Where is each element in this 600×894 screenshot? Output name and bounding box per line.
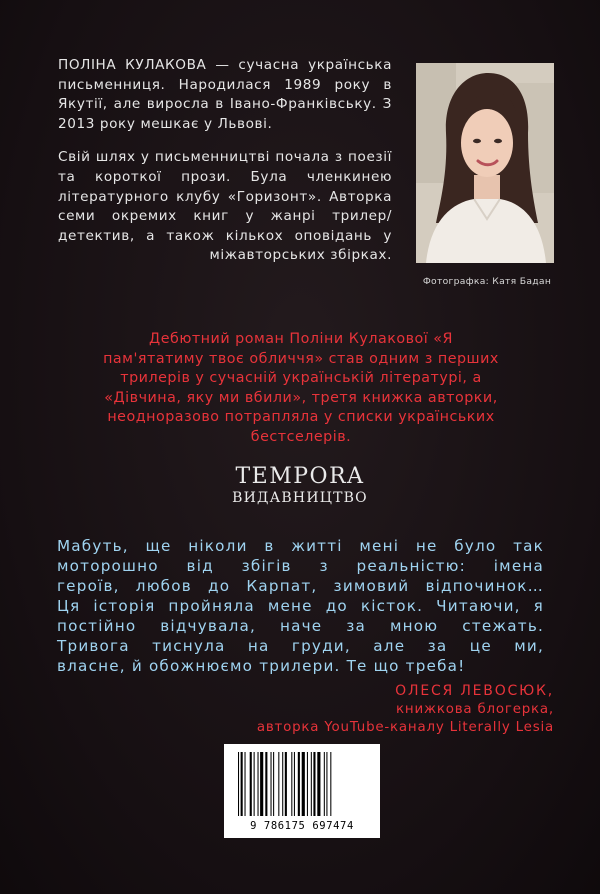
blurb-line: бестселерів. [250, 428, 352, 445]
blurb-line: трилерів у сучасній українській літературі, а [120, 370, 482, 387]
author-photo [416, 63, 554, 263]
review-line: Ця історія пройняла мене до кісток. Читаючи, я [57, 597, 544, 615]
review-line: моторошно від збігів з реальністю: імена [57, 557, 544, 575]
isbn-barcode [224, 744, 380, 838]
reviewer-channel: авторка YouTube-каналу Literally Lesia [256, 720, 554, 735]
review-line: Мабуть, ще ніколи в житті мені не було так [57, 537, 544, 555]
review-line: власне, й обожнюємо трилери. Те що треба! [57, 657, 466, 675]
reviewer-name: ОЛЕСЯ ЛЕВОСЮК, [395, 683, 554, 699]
reviewer-role: книжкова блогерка, [396, 701, 554, 717]
bio-paragraph-1: ПОЛІНА КУЛАКОВА — сучасна українська письменниця. Народилася 1989 року в Якутії, але виросла в Івано-Франківську. З 2013 року мешкає у Львові. [58, 57, 392, 132]
review-line: постійно відчувала, наче за мною стежать. [57, 617, 544, 635]
review-line: героїв, любов до Карпат, зимовий відпочинок… [57, 577, 544, 595]
book-blurb [56, 330, 546, 448]
barcode-bars [236, 752, 368, 818]
review-quote [57, 536, 544, 676]
blurb-line: неодноразово потрапляла у списки українських [107, 409, 495, 426]
isbn-number: 9 786175 697474 [250, 820, 354, 832]
photo-credit: Фотографка: Катя Бадан [422, 276, 552, 287]
publisher-subtitle: ВИДАВНИЦТВО [232, 490, 368, 506]
review-attribution [257, 682, 554, 738]
author-bio [58, 56, 392, 280]
bio-paragraph-2: Свій шлях у письменництві почала з поезії та короткої прози. Була членкинею літературного клубу «Горизонт». Авторка семи окремих книг у жанрі трилер/детектив, а також кількох оповідань у міжавторських збірках. [58, 149, 392, 264]
review-line: Тривога тиснула на груди, але за це ми, [57, 637, 544, 655]
blurb-line: «Дівчина, яку ми вбили», третя книжка авторки, [104, 389, 498, 406]
blurb-line: Дебютний роман Поліни Кулакової «Я [149, 331, 453, 347]
author-portrait-image [416, 63, 554, 263]
publisher-name: ТЕМPORA [235, 464, 365, 489]
publisher-logo [220, 465, 380, 507]
blurb-line: пам'ятатиму твоє обличчя» став одним з перших [103, 350, 499, 367]
